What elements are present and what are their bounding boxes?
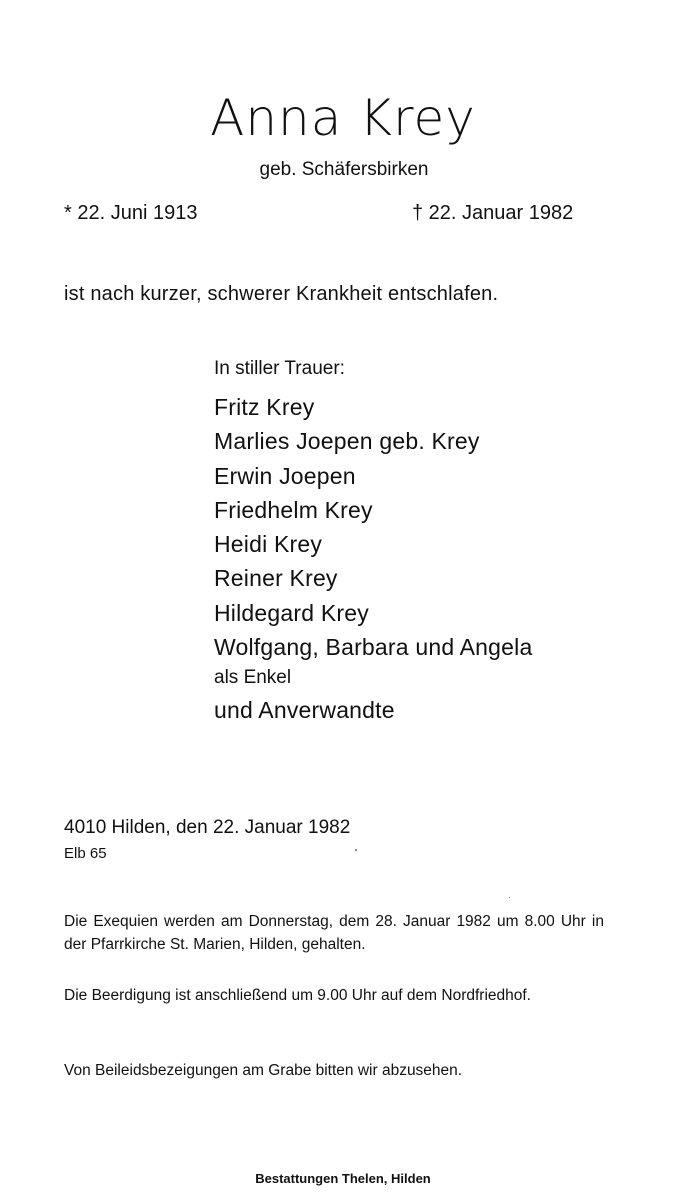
print-speck — [355, 849, 357, 851]
birth-date: * 22. Juni 1913 — [64, 202, 198, 224]
mourner-name: Friedhelm Krey — [214, 496, 373, 523]
mourner-name: Reiner Krey — [214, 565, 338, 592]
condolence-notice: Von Beileidsbezeigungen am Grabe bitten wir abzusehen. — [64, 1062, 463, 1079]
mourner-name: Fritz Krey — [214, 394, 315, 420]
burial-notice: Die Beerdigung ist anschließend um 9.00 Uhr auf dem Nordfriedhof. — [64, 987, 531, 1004]
mourner-name: Wolfgang, Barbara und Angela — [214, 634, 533, 661]
place-and-date: 4010 Hilden, den 22. Januar 1982 — [64, 817, 351, 838]
undertaker-credit: Bestattungen Thelen, Hilden — [255, 1171, 431, 1186]
death-date: † 22. Januar 1982 — [412, 202, 574, 224]
mourner-name: Marlies Joepen geb. Krey — [214, 428, 480, 455]
exequies-notice: Die Exequien werden am Donnerstag, dem 28. Januar 1982 um 8.00 Uhr in der Pfarrkirche St. Marien, Hilden, gehalten. — [64, 913, 604, 953]
address: Elb 65 — [64, 845, 107, 862]
mourning-heading: In stiller Trauer: — [214, 358, 345, 379]
mourner-name: Heidi Krey — [214, 531, 323, 558]
deceased-name: Anna Krey — [210, 89, 476, 147]
grandchildren-note: als Enkel — [214, 667, 292, 688]
announcement-text: ist nach kurzer, schwerer Krankheit entschlafen. — [64, 283, 499, 305]
mourner-name: Erwin Joepen — [214, 462, 356, 489]
relatives-line: und Anverwandte — [214, 697, 395, 723]
mourner-name: Hildegard Krey — [214, 599, 369, 626]
mourners-list — [214, 390, 532, 664]
birth-name: geb. Schäfersbirken — [259, 159, 429, 180]
print-speck — [509, 897, 510, 898]
